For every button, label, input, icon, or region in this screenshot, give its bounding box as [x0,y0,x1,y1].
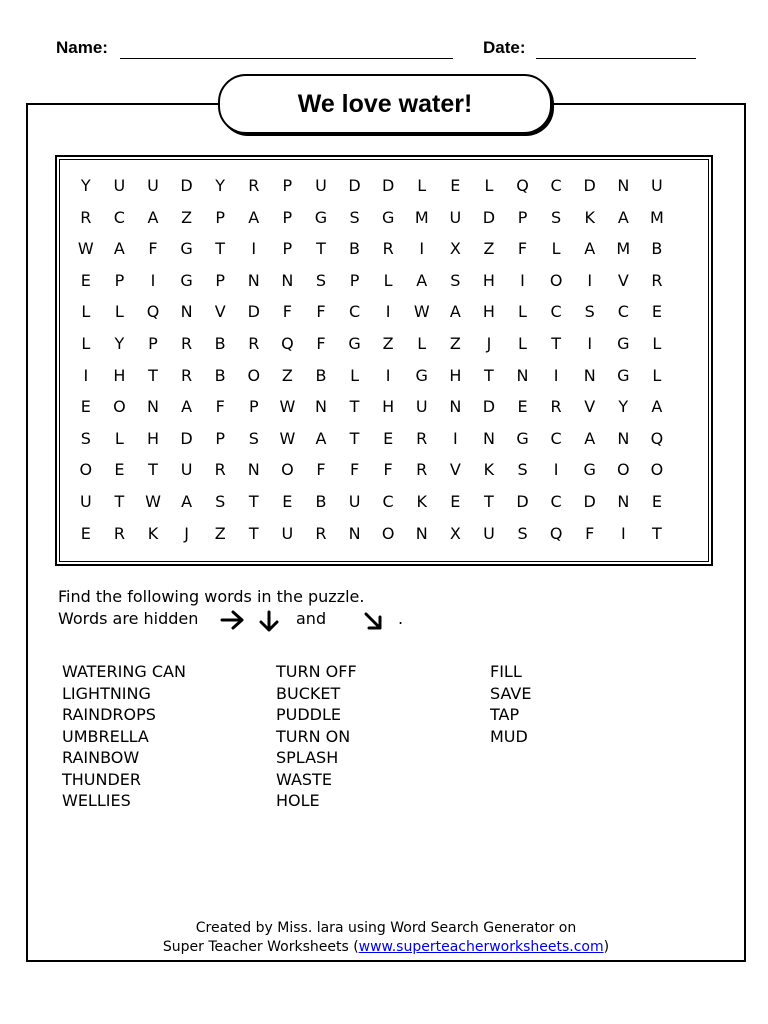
instructions-period: . [398,609,404,628]
grid-letter[interactable]: F [383,460,393,480]
grid-letter[interactable]: X [449,239,461,259]
grid-letter[interactable]: N [348,523,361,543]
grid-letter[interactable]: R [80,207,92,227]
arrow-right-icon [220,610,246,630]
grid-letter[interactable]: U [483,523,495,543]
grid-row [69,202,699,234]
grid-letter[interactable]: Q [146,302,160,322]
grid-letter[interactable]: S [450,270,461,290]
grid-letter[interactable]: E [651,491,662,511]
footer [26,919,746,957]
grid-letter[interactable]: H [146,428,159,448]
grid-letter[interactable]: W [413,302,430,322]
grid-letter[interactable]: L [484,176,494,195]
grid-letter[interactable]: I [587,333,593,353]
grid-letter[interactable]: H [482,302,495,322]
grid-letter[interactable]: U [180,460,193,480]
word-list-item: BUCKET [276,683,341,703]
grid-letter[interactable]: O [549,270,563,290]
grid-letter[interactable]: A [113,239,125,259]
grid-letter[interactable]: E [383,428,394,448]
grid-letter[interactable]: R [550,397,562,417]
grid-letter[interactable]: N [482,428,495,448]
grid-letter[interactable]: A [315,428,327,448]
grid-letter[interactable]: Q [549,523,563,543]
instructions-and-text: and [296,609,327,628]
grid-letter[interactable]: R [181,333,193,353]
word-list-item: RAINBOW [62,748,140,767]
footer-link[interactable]: www.superteacherworksheets.com [358,939,604,955]
grid-letter[interactable]: L [652,333,662,353]
word-search-box [55,155,713,566]
grid-letter[interactable]: A [147,207,159,227]
grid-letter[interactable]: N [516,365,529,385]
word-list-item: FILL [490,662,522,681]
grid-letter[interactable]: I [385,302,391,322]
word-list-item: LIGHTNING [62,683,151,703]
grid-letter[interactable]: G [617,365,630,385]
grid-letter[interactable]: Z [214,523,226,543]
grid-letter[interactable]: S [248,428,259,448]
grid-letter[interactable]: E [80,270,91,290]
word-list-item: UMBRELLA [62,726,149,746]
grid-letter[interactable]: T [316,239,326,259]
word-list-item: RAINDROPS [62,705,156,724]
grid-letter[interactable]: U [315,176,327,195]
footer-credit: Created by Miss. lara using Word Search Generator on [195,920,577,936]
grid-letter[interactable]: V [214,302,226,322]
grid-letter[interactable]: N [617,491,630,511]
grid-letter[interactable]: L [551,239,561,259]
grid-letter[interactable]: I [553,365,559,385]
grid-letter[interactable]: M [414,207,429,227]
name-field[interactable] [120,58,453,59]
grid-letter[interactable]: O [79,460,93,480]
grid-letter[interactable]: A [617,207,629,227]
grid-letter[interactable]: G [314,207,328,227]
grid-letter[interactable]: T [148,365,158,385]
grid-letter[interactable]: L [114,302,124,322]
grid-letter[interactable]: A [248,207,260,227]
grid-letter[interactable]: H [482,270,495,290]
grid-letter[interactable]: A [181,491,193,511]
grid-letter[interactable]: N [314,397,327,417]
grid-letter[interactable]: I [553,460,559,480]
grid-letter[interactable]: T [484,365,494,385]
grid-letter[interactable]: T [114,491,125,511]
grid-row [69,423,699,455]
grid-letter[interactable]: I [150,270,156,290]
grid-letter[interactable]: O [247,365,261,385]
grid-letter[interactable]: O [650,460,664,480]
grid-letter[interactable]: A [449,302,461,322]
grid-letter[interactable]: L [383,270,393,290]
grid-letter[interactable]: I [452,428,458,448]
grid-letter[interactable]: F [517,239,528,259]
grid-letter[interactable]: B [214,365,226,385]
grid-letter[interactable]: V [449,460,461,480]
instructions-line1: Find the following words in the puzzle. [58,587,365,606]
grid-letter[interactable]: S [551,207,562,227]
grid-letter[interactable]: I [83,365,89,385]
grid-letter[interactable]: D [583,176,596,195]
grid-letter[interactable]: N [415,523,428,543]
footer-source [26,938,746,957]
grid-letter[interactable]: K [483,460,495,480]
grid-letter[interactable]: N [281,270,294,290]
grid-letter[interactable]: L [81,333,91,353]
date-field[interactable] [536,58,696,59]
grid-letter[interactable]: C [550,428,562,448]
word-list-item: THUNDER [62,769,142,789]
header-row [0,38,768,62]
grid-letter[interactable]: Y [114,333,125,353]
grid-letter[interactable]: M [649,207,664,227]
footer-source-suffix: ) [603,939,610,955]
grid-letter[interactable]: F [585,523,595,543]
grid-letter[interactable]: W [77,239,94,259]
grid-letter[interactable]: P [349,270,360,290]
grid-letter[interactable]: G [583,460,596,480]
grid-letter[interactable]: E [517,397,528,417]
grid-letter[interactable]: N [247,270,260,290]
grid-letter[interactable]: J [184,523,189,543]
grid-letter[interactable]: I [587,270,593,290]
grid-letter[interactable]: C [382,491,394,511]
grid-letter[interactable]: P [215,428,225,448]
arrow-diagonal-down-right-icon [362,610,384,632]
grid-letter[interactable]: D [482,207,496,227]
grid-letter[interactable]: V [584,397,596,417]
page-title: We love water! [297,89,473,118]
grid-letter[interactable]: U [281,523,294,543]
grid-letter[interactable]: P [282,239,293,259]
date-label: Date: [483,38,526,57]
grid-letter[interactable]: L [417,176,427,195]
word-list-column-2 [276,661,357,812]
grid-letter[interactable]: D [381,176,395,195]
instructions-hidden-text: Words are hidden [58,609,199,628]
grid-letter[interactable]: W [145,491,161,511]
grid-row [69,360,699,392]
grid-letter[interactable]: B [349,239,361,259]
grid-letter[interactable]: A [651,397,663,417]
grid-letter[interactable]: L [350,365,359,385]
grid-letter[interactable]: L [114,428,124,448]
word-list-item: WELLIES [62,791,131,810]
instructions [58,586,404,632]
word-list-item: TURN OFF [276,662,357,681]
grid-letter[interactable]: G [381,207,395,227]
arrow-down-icon [258,610,280,632]
grid-letter[interactable]: E [80,397,91,417]
grid-letter[interactable]: Z [181,207,193,227]
grid-letter[interactable]: T [349,397,360,417]
grid-letter[interactable]: R [651,270,663,290]
word-list-item: TAP [490,705,520,724]
grid-letter[interactable]: L [518,333,527,353]
word-list-item: HOLE [276,791,320,810]
word-list-item: WATERING CAN [62,662,186,681]
grid-letter[interactable]: S [517,523,528,543]
grid-letter[interactable]: D [180,428,193,448]
grid-letter[interactable]: D [516,491,529,511]
grid-letter[interactable]: J [486,333,492,353]
grid-letter[interactable]: T [349,428,360,448]
grid-letter[interactable]: Q [650,428,664,448]
grid-letter[interactable]: W [279,397,296,417]
grid-letter[interactable]: K [584,207,595,227]
grid-letter[interactable]: S [80,428,91,448]
grid-letter[interactable]: L [518,302,527,322]
word-list-column-3 [490,661,531,747]
grid-letter[interactable]: P [282,207,293,227]
grid-letter[interactable]: W [279,428,296,448]
grid-letter[interactable]: F [316,460,326,480]
grid-letter[interactable]: Q [516,176,529,195]
grid-letter[interactable]: A [584,428,596,448]
grid-letter[interactable]: U [113,176,126,195]
grid-row [69,296,699,328]
grid-letter[interactable]: S [584,302,595,322]
grid-letter[interactable]: B [315,491,327,511]
grid-letter[interactable]: T [484,491,494,511]
grid-letter[interactable]: R [181,365,193,385]
word-list-item: TURN ON [276,726,351,746]
grid-letter[interactable]: R [214,460,226,480]
grid-letter[interactable]: A [181,397,193,417]
grid-letter[interactable]: A [416,270,428,290]
grid-letter[interactable]: G [617,333,630,353]
grid-letter[interactable]: R [113,523,125,543]
grid-letter[interactable]: I [385,365,391,385]
grid-letter[interactable]: N [147,397,159,417]
grid-letter[interactable]: R [315,523,327,543]
grid-letter[interactable]: R [416,428,428,448]
grid-letter[interactable]: C [550,176,562,195]
grid-letter[interactable]: E [450,176,461,195]
word-list-item: SPLASH [276,748,339,767]
grid-letter[interactable]: D [583,491,596,511]
word-list-item: WASTE [276,769,332,789]
grid-letter[interactable]: C [348,302,361,322]
grid-letter[interactable]: U [651,176,663,195]
grid-letter[interactable]: D [180,176,193,195]
grid-letter[interactable]: T [248,491,259,511]
grid-letter[interactable]: F [316,333,326,353]
grid-letter[interactable]: F [316,302,326,322]
grid-letter[interactable]: U [415,397,428,417]
grid-letter[interactable]: E [114,460,125,480]
grid-letter[interactable]: B [651,239,663,259]
instructions-line2 [58,608,404,632]
grid-letter[interactable]: G [348,333,361,353]
grid-letter[interactable]: K [147,523,159,543]
grid-row [69,233,699,265]
grid-letter[interactable]: I [520,270,525,290]
grid-letter[interactable]: Z [483,239,495,259]
grid-letter[interactable]: R [416,460,428,480]
name-label: Name: [56,38,108,57]
title-banner [218,74,552,134]
grid-letter[interactable]: O [281,460,294,480]
grid-letter[interactable]: F [215,397,225,417]
grid-letter[interactable]: U [449,207,462,227]
grid-letter[interactable]: G [180,270,193,290]
grid-letter[interactable]: L [81,302,91,322]
grid-letter[interactable]: G [415,365,428,385]
grid-letter[interactable]: H [113,365,126,385]
grid-letter[interactable]: D [482,397,496,417]
grid-letter[interactable]: Z [382,333,394,353]
grid-letter[interactable]: S [517,460,528,480]
word-list-item: SAVE [490,683,532,703]
grid-letter[interactable]: H [382,397,395,417]
grid-letter[interactable]: M [616,239,631,259]
grid-letter[interactable]: H [449,365,462,385]
grid-letter[interactable]: Z [449,333,461,353]
grid-letter[interactable]: B [214,333,226,353]
grid-letter[interactable]: S [215,491,226,511]
grid-letter[interactable]: P [215,207,225,227]
grid-letter[interactable]: K [416,491,427,511]
grid-letter[interactable]: F [282,302,292,322]
grid-letter[interactable]: T [148,460,158,480]
grid-letter[interactable]: U [147,176,159,195]
grid-row [69,518,699,550]
grid-letter[interactable]: C [113,207,125,227]
grid-letter[interactable]: N [583,365,596,385]
grid-letter[interactable]: L [417,333,427,353]
grid-letter[interactable]: U [79,491,92,511]
grid-letter[interactable]: P [114,270,125,290]
grid-letter[interactable]: F [349,460,360,480]
grid-letter[interactable]: I [251,239,257,259]
grid-row [69,328,699,360]
grid-letter[interactable]: I [620,523,626,543]
grid-letter[interactable]: N [617,428,630,448]
word-search-grid [69,170,699,549]
grid-row [69,486,699,518]
grid-letter[interactable]: D [247,302,260,322]
word-list-column-1 [62,661,186,812]
grid-letter[interactable]: O [113,397,126,417]
grid-letter[interactable]: R [248,176,260,195]
grid-row [69,170,699,202]
grid-letter[interactable]: R [382,239,394,259]
grid-letter[interactable]: L [652,365,662,385]
grid-letter[interactable]: G [180,239,193,259]
word-list-item: PUDDLE [276,705,342,724]
grid-letter[interactable]: E [282,491,293,511]
grid-letter[interactable]: D [348,176,361,195]
grid-letter[interactable]: I [419,239,425,259]
grid-letter[interactable]: Y [80,176,91,195]
grid-letter[interactable]: A [584,239,596,259]
grid-letter[interactable]: T [248,523,259,543]
grid-letter[interactable]: F [148,239,158,259]
grid-letter[interactable]: P [148,333,158,353]
footer-source-prefix: Super Teacher Worksheets ( [162,939,359,955]
grid-letter[interactable]: Y [618,397,629,417]
grid-letter[interactable]: Y [215,176,226,195]
grid-letter[interactable]: N [247,460,260,480]
grid-letter[interactable]: N [449,397,462,417]
grid-letter[interactable]: P [215,270,225,290]
grid-letter[interactable]: P [248,397,259,417]
grid-letter[interactable]: C [550,302,562,322]
grid-letter[interactable]: U [348,491,361,511]
grid-letter[interactable]: B [315,365,327,385]
grid-letter[interactable]: O [381,523,395,543]
grid-row [69,391,699,423]
grid-letter[interactable]: R [248,333,260,353]
word-list-item: MUD [490,726,528,746]
grid-letter[interactable]: P [282,176,293,195]
grid-letter[interactable]: N [617,176,630,195]
grid-letter[interactable]: E [651,302,662,322]
grid-letter[interactable]: T [551,333,561,353]
grid-letter[interactable]: V [617,270,629,290]
grid-letter[interactable]: T [215,239,226,259]
grid-row [69,454,699,486]
grid-letter[interactable]: E [450,491,461,511]
grid-letter[interactable]: X [449,523,461,543]
grid-letter[interactable]: O [617,460,630,480]
grid-letter[interactable]: T [652,523,662,543]
grid-letter[interactable]: P [517,207,528,227]
grid-row [69,265,699,297]
grid-letter[interactable]: S [315,270,327,290]
grid-letter[interactable]: C [617,302,629,322]
grid-letter[interactable]: N [180,302,193,322]
grid-letter[interactable]: E [80,523,91,543]
grid-letter[interactable]: Z [281,365,293,385]
grid-letter[interactable]: C [550,491,562,511]
grid-letter[interactable]: G [516,428,529,448]
grid-letter[interactable]: S [349,207,360,227]
grid-letter[interactable]: Q [281,333,294,353]
